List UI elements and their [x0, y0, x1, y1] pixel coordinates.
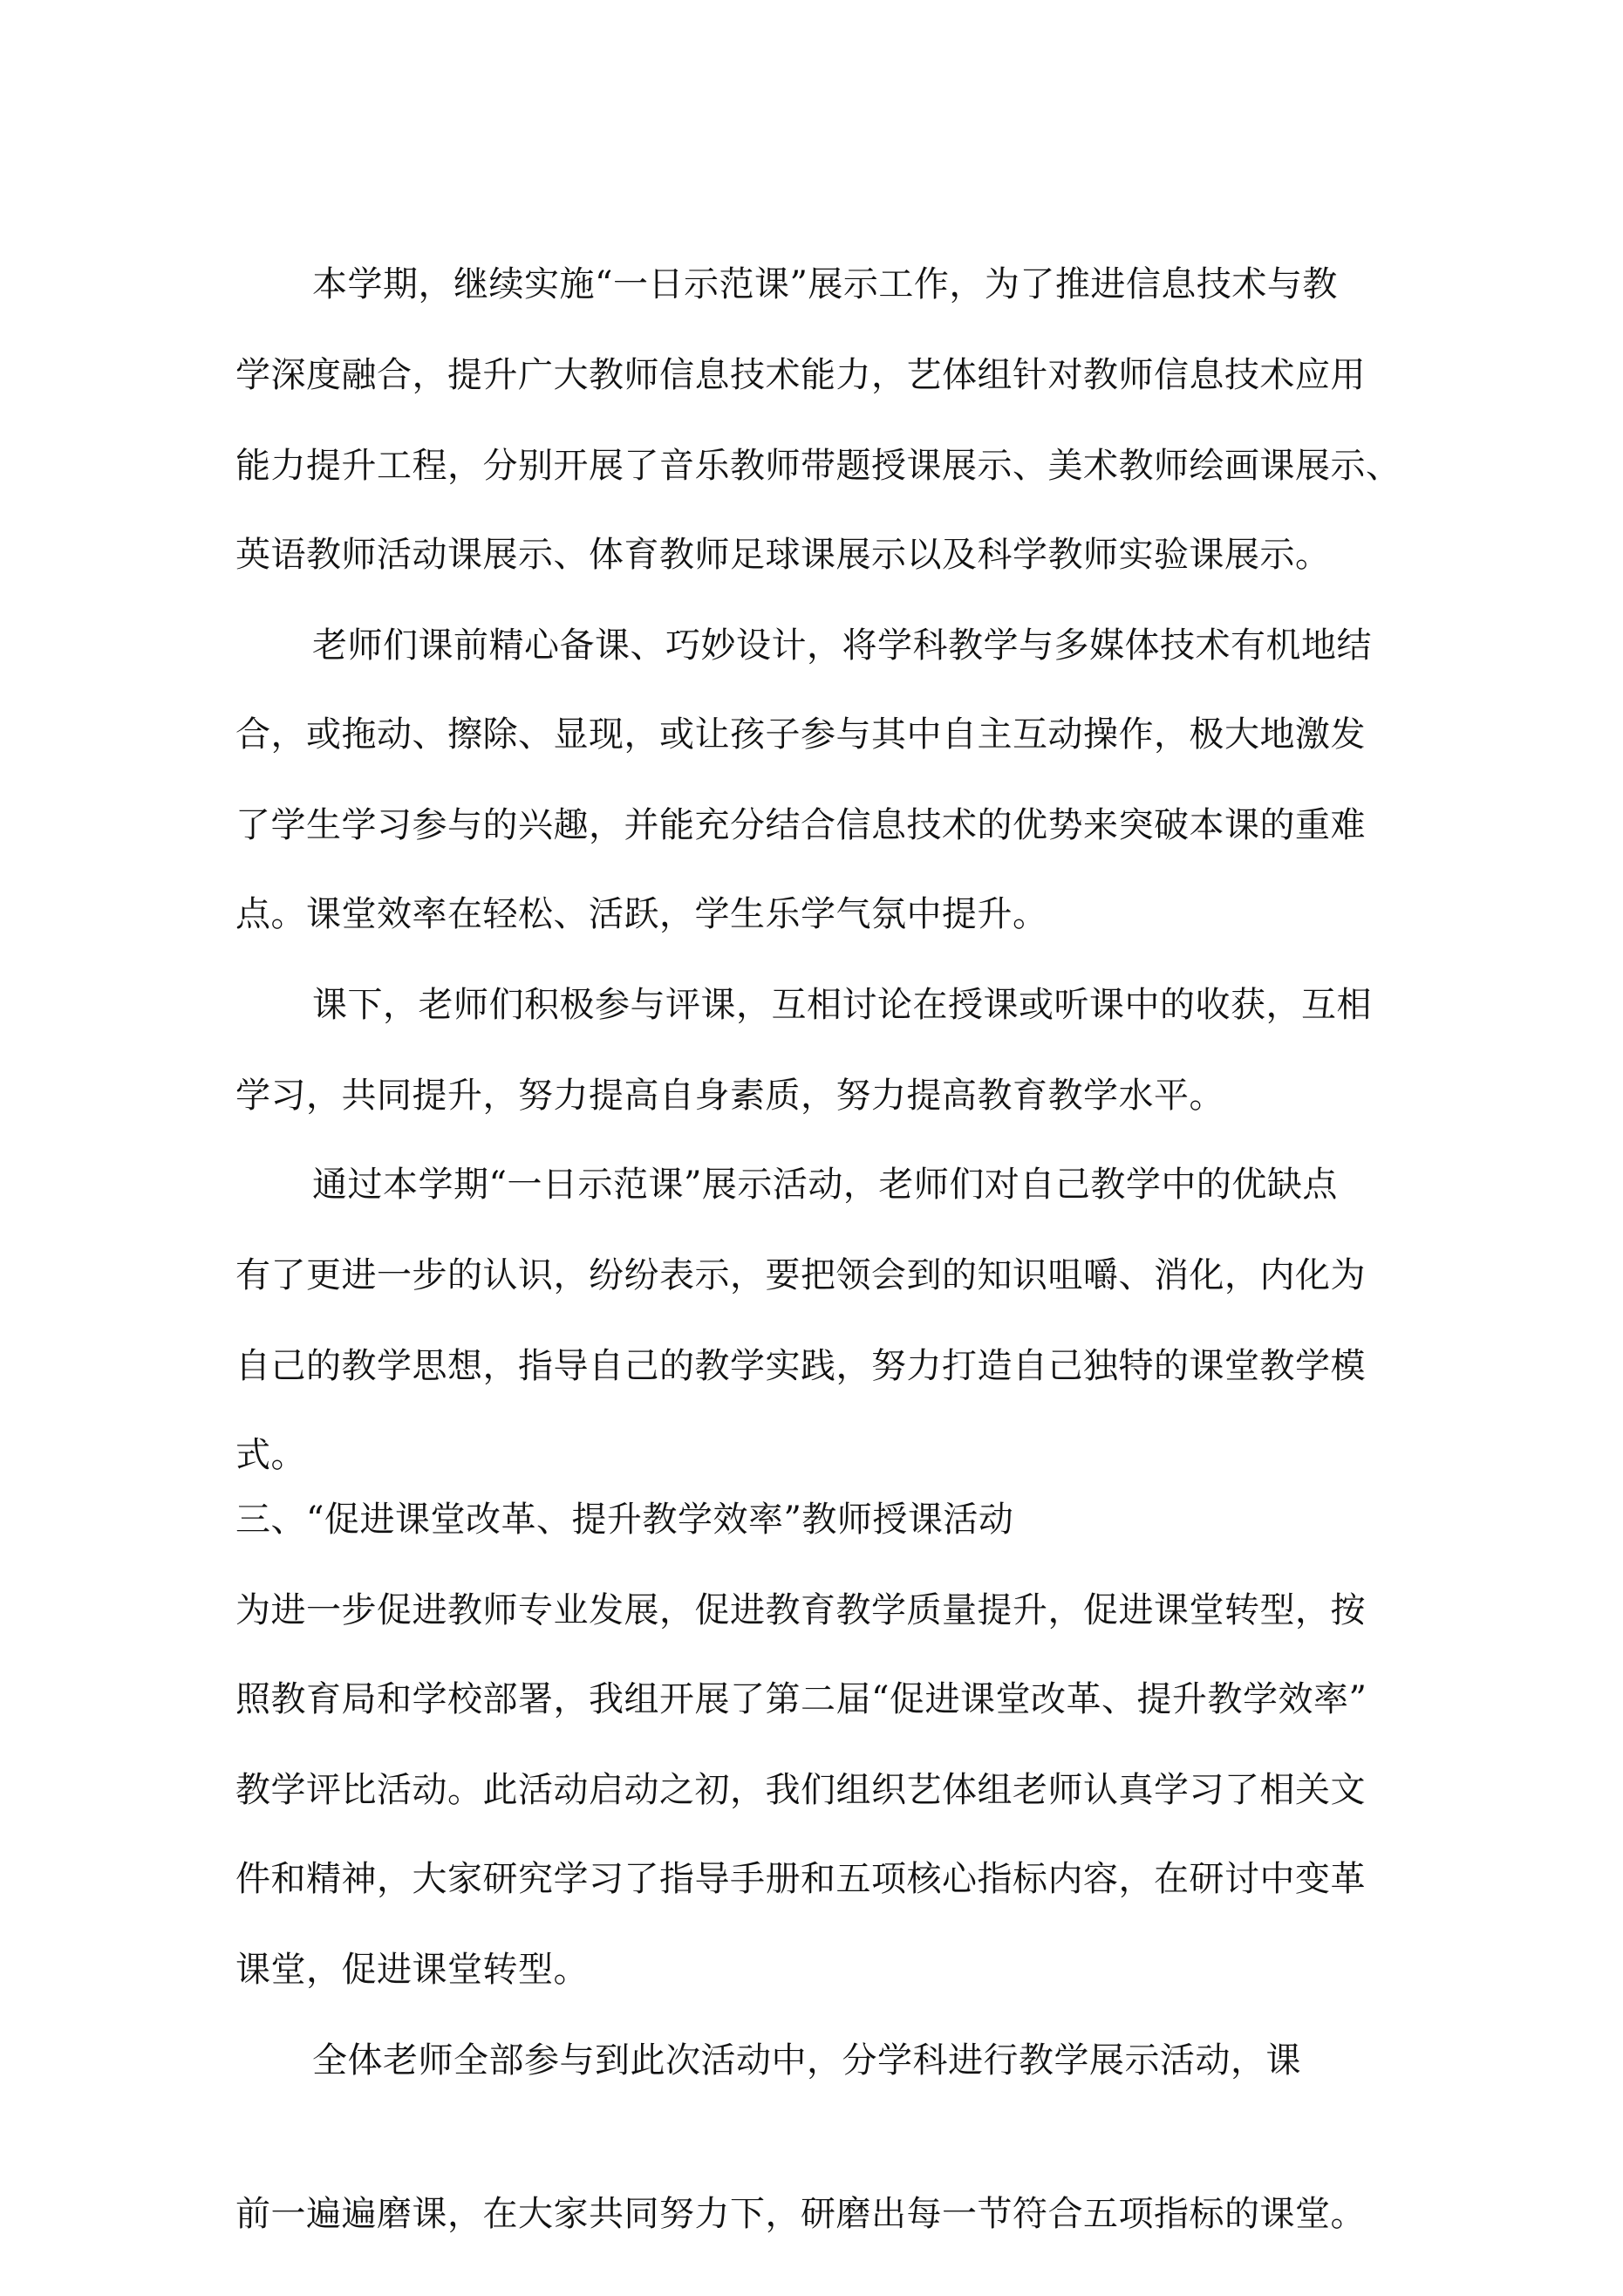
paragraph-1-line-1: 本学期，继续实施“一日示范课”展示工作，为了推进信息技术与教 — [312, 264, 1338, 304]
section-paragraph-1-line-5: 课堂，促进课堂转型。 — [235, 1950, 589, 1990]
paragraph-2-line-3: 了学生学习参与的兴趣，并能充分结合信息技术的优势来突破本课的重难 — [235, 805, 1366, 845]
paragraph-4-line-2: 有了更进一步的认识，纷纷表示，要把领会到的知识咀嚼、消化，内化为 — [235, 1255, 1366, 1295]
paragraph-4-line-3: 自己的教学思想，指导自己的教学实践，努力打造自己独特的课堂教学模 — [235, 1346, 1366, 1386]
paragraph-2-line-2: 合，或拖动、擦除、显现，或让孩子参与其中自主互动操作，极大地激发 — [235, 714, 1366, 755]
paragraph-4-line-1: 通过本学期“一日示范课”展示活动，老师们对自己教学中的优缺点 — [312, 1165, 1338, 1205]
paragraph-1-line-2: 学深度融合，提升广大教师信息技术能力，艺体组针对教师信息技术应用 — [235, 355, 1366, 395]
section-heading: 三、“促进课堂改革、提升教学效率”教师授课活动 — [235, 1500, 1014, 1540]
paragraph-3-line-1: 课下，老师们积极参与评课，互相讨论在授课或听课中的收获，互相 — [312, 985, 1372, 1025]
paragraph-1-line-3: 能力提升工程，分别开展了音乐教师带题授课展示、美术教师绘画课展示、 — [235, 446, 1401, 486]
paragraph-2-line-4: 点。课堂效率在轻松、活跃，学生乐学气氛中提升。 — [235, 894, 1048, 934]
section-paragraph-1-line-3: 教学评比活动。此活动启动之初，我们组织艺体组老师认真学习了相关文 — [235, 1770, 1366, 1810]
paragraph-3-line-2: 学习，共同提升，努力提高自身素质，努力提高教育教学水平。 — [235, 1076, 1224, 1116]
section-paragraph-1-line-2: 照教育局和学校部署，我组开展了第二届“促进课堂改革、提升教学效率” — [235, 1679, 1367, 1719]
paragraph-1-line-4: 英语教师活动课展示、体育教师足球课展示以及科学教师实验课展示。 — [235, 535, 1331, 575]
section-paragraph-2-line-1: 全体老师全部参与到此次活动中，分学科进行教学展示活动，课 — [312, 2040, 1301, 2081]
continuation-line: 前一遍遍磨课，在大家共同努力下，研磨出每一节符合五项指标的课堂。 — [235, 2194, 1366, 2234]
section-paragraph-1-line-1: 为进一步促进教师专业发展，促进教育教学质量提升，促进课堂转型，按 — [235, 1590, 1366, 1630]
paragraph-4-line-4: 式。 — [235, 1435, 306, 1475]
section-paragraph-1-line-4: 件和精神，大家研究学习了指导手册和五项核心指标内容，在研讨中变革 — [235, 1859, 1366, 1899]
paragraph-2-line-1: 老师们课前精心备课、巧妙设计，将学科教学与多媒体技术有机地结 — [312, 625, 1372, 666]
